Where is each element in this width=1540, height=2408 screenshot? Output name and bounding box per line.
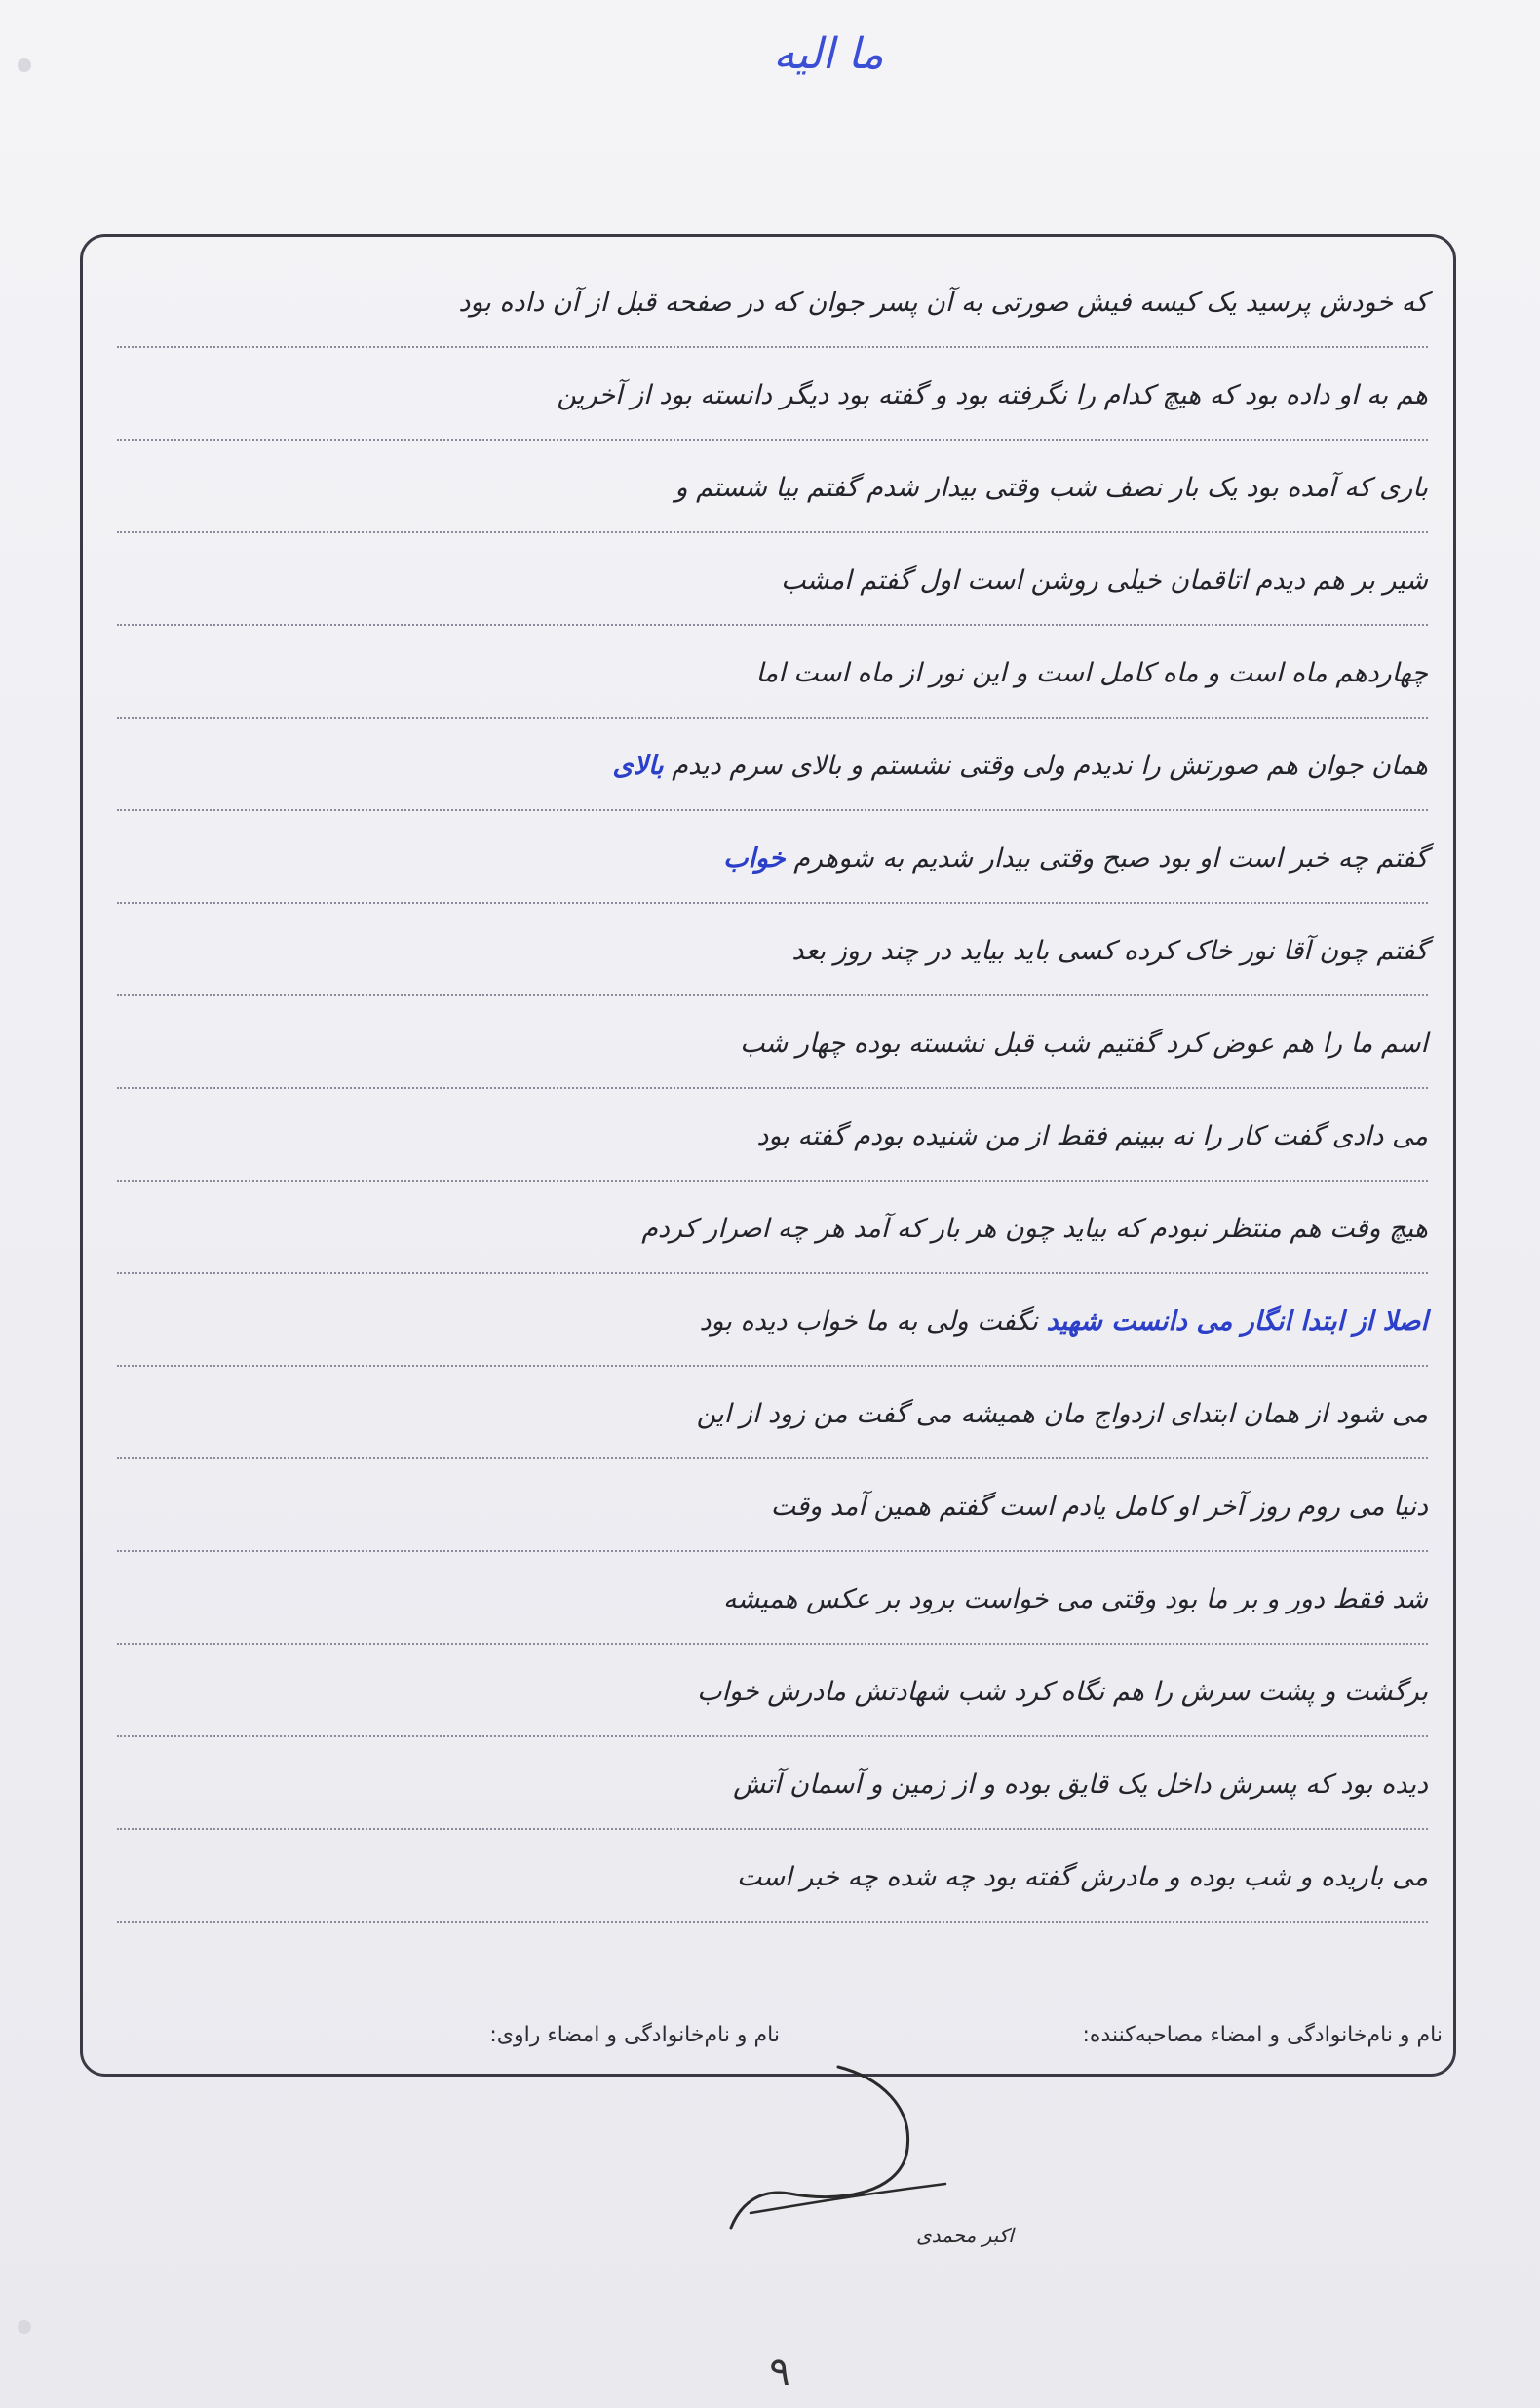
text-line: می دادی گفت کار را نه ببینم فقط از من شنیده بودم گفته بود bbox=[117, 1092, 1428, 1182]
text-line: چهاردهم ماه است و ماه کامل است و این نور از ماه است اما bbox=[117, 629, 1428, 719]
text-line: دنیا می روم روز آخر او کامل یادم است گفتم همین آمد وقت bbox=[117, 1462, 1428, 1552]
page-number: ۹ bbox=[769, 2350, 790, 2394]
signature-name: اکبر محمدی bbox=[916, 2224, 1014, 2247]
blue-insert: بالای bbox=[612, 751, 664, 781]
signature bbox=[721, 2057, 1014, 2252]
text-line: باری که آمده بود یک بار نصف شب وقتی بیدار شدم گفتم بیا شستم و bbox=[117, 444, 1428, 533]
text-line bbox=[117, 1277, 1428, 1367]
text-line: شد فقط دور و بر ما بود وقتی می خواست برود بر عکس همیشه bbox=[117, 1555, 1428, 1645]
narrator-label: نام و نام‌خانوادگی و امضاء راوی: bbox=[489, 2023, 780, 2047]
text-line bbox=[117, 721, 1428, 811]
text-line: هیچ وقت هم منتظر نبودم که بیاید چون هر بار که آمد هر چه اصرار کردم bbox=[117, 1185, 1428, 1274]
blue-insert: خواب bbox=[723, 843, 786, 874]
text-line bbox=[117, 814, 1428, 904]
text-line: که خودش پرسید یک کیسه فیش صورتی به آن پسر جوان که در صفحه قبل از آن داده بود bbox=[117, 258, 1428, 348]
text-line-content: همان جوان هم صورتش را ندیدم ولی وقتی نشستم و بالای سرم دیدم bbox=[672, 751, 1428, 781]
text-line: می باریده و شب بوده و مادرش گفته بود چه شده چه خبر است bbox=[117, 1833, 1428, 1923]
text-line: برگشت و پشت سرش را هم نگاه کرد شب شهادتش مادرش خواب bbox=[117, 1648, 1428, 1737]
handwritten-lines bbox=[117, 258, 1428, 2013]
text-line: اسم ما را هم عوض کرد گفتیم شب قبل نشسته بوده چهار شب bbox=[117, 999, 1428, 1089]
header-note: ما الیه bbox=[773, 29, 884, 79]
text-line: دیده بود که پسرش داخل یک قایق بوده و از زمین و آسمان آتش bbox=[117, 1740, 1428, 1830]
punch-hole bbox=[18, 58, 31, 72]
text-line: گفتم چون آقا نور خاک کرده کسی باید بیاید در چند روز بعد bbox=[117, 907, 1428, 996]
text-line: شیر بر هم دیدم اتاقمان خیلی روشن است اول گفتم امشب bbox=[117, 536, 1428, 626]
text-line-content: نگفت ولی به ما خواب دیده بود bbox=[699, 1306, 1038, 1337]
text-line-content: گفتم چه خبر است او بود صبح وقتی بیدار شدیم به شوهرم bbox=[793, 843, 1428, 874]
interviewer-label: نام و نام‌خانوادگی و امضاء مصاحبه‌کننده: bbox=[1082, 2023, 1443, 2047]
punch-hole bbox=[18, 2320, 31, 2334]
text-line: هم به او داده بود که هیچ کدام را نگرفته بود و گفته بود دیگر دانسته بود از آخرین bbox=[117, 351, 1428, 441]
blue-insert: اصلا از ابتدا انگار می دانست شهید bbox=[1046, 1306, 1428, 1337]
text-line: می شود از همان ابتدای ازدواج مان همیشه می گفت من زود از این bbox=[117, 1370, 1428, 1459]
